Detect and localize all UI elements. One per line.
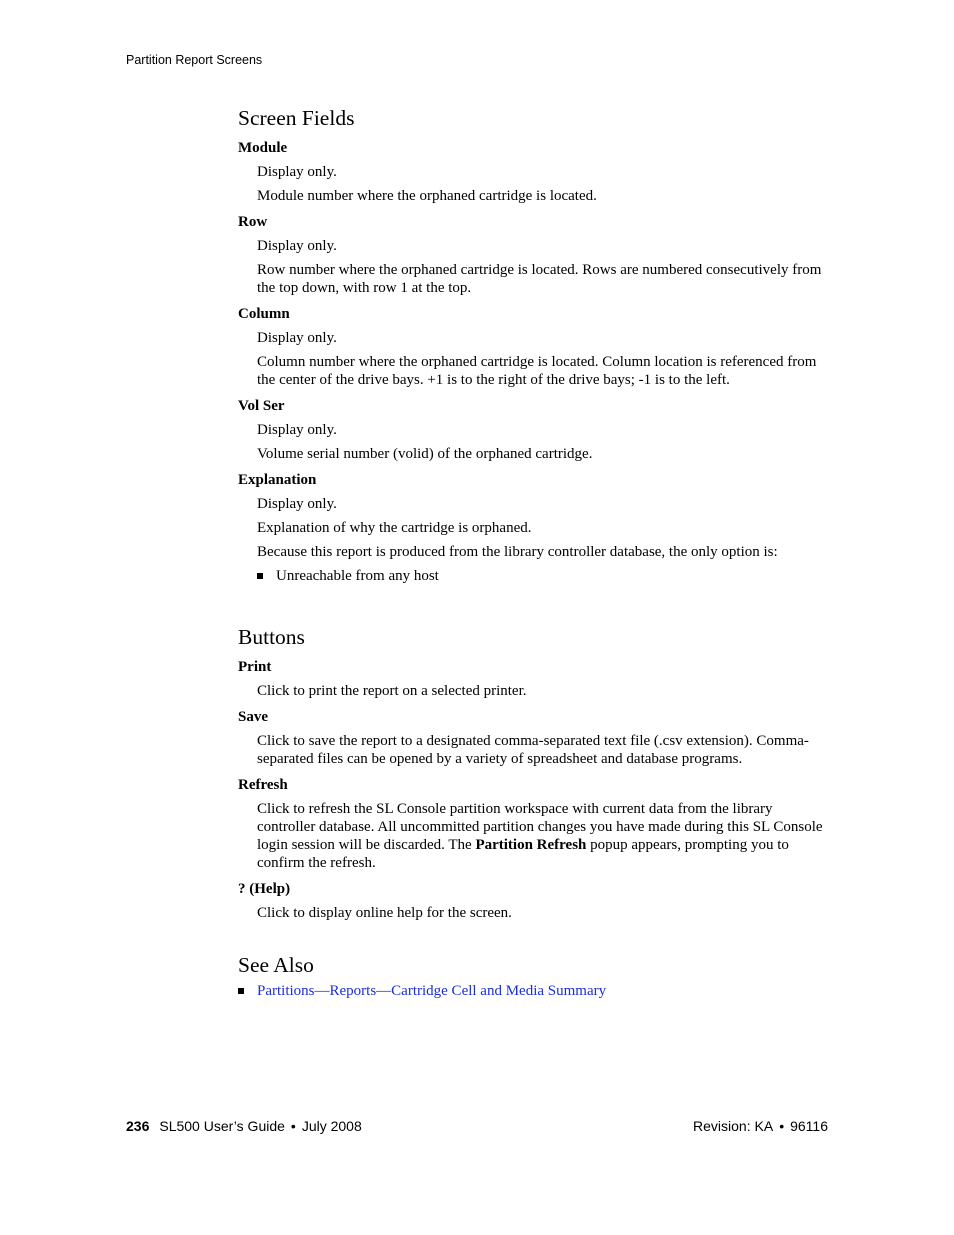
description-text: Click to refresh the SL Console partition workspace with current data from the library controller database. All uncommitted partition changes you have made during this SL Console login session will be discarded. The	[257, 801, 823, 853]
field-paragraph: Display only.	[257, 238, 337, 254]
button-name: Print	[238, 659, 272, 675]
running-header: Partition Report Screens	[126, 53, 263, 67]
field-paragraph: Row number where the orphaned cartridge is located. Rows are numbered consecutively from the top down, with row 1 at the top.	[257, 262, 822, 296]
description-bold-term: Partition Refresh	[475, 837, 587, 853]
button-help-entry	[238, 880, 828, 922]
field-paragraph: Module number where the orphaned cartridge is located.	[257, 188, 597, 204]
button-name: Save	[238, 709, 268, 725]
field-module	[238, 139, 828, 205]
doc-number: 96116	[790, 1118, 828, 1134]
section-heading-buttons: Buttons	[238, 625, 305, 649]
page-number: 236	[126, 1118, 150, 1134]
field-column	[238, 305, 828, 389]
field-name: Row	[238, 214, 268, 230]
section-heading-screen-fields: Screen Fields	[238, 106, 355, 130]
field-explanation	[238, 471, 828, 585]
field-paragraph: Display only.	[257, 330, 337, 346]
section-heading-see-also: See Also	[238, 953, 314, 977]
button-name: ? (Help)	[238, 881, 291, 897]
field-row	[238, 213, 828, 297]
page-content	[238, 105, 828, 1006]
button-description: Click to print the report on a selected printer.	[257, 683, 527, 699]
button-save-entry	[238, 708, 828, 768]
see-also-link[interactable]: Partitions—Reports—Cartridge Cell and Media Summary	[257, 983, 607, 999]
button-description: Click to save the report to a designated comma-separated text file (.csv extension). Comma-separated files can be opened by a variety of spreadsheet and database programs.	[257, 733, 809, 767]
field-name: Vol Ser	[238, 398, 285, 414]
footer-left	[126, 1118, 362, 1134]
button-description: Click to display online help for the screen.	[257, 905, 512, 921]
bullet-square-icon	[257, 573, 263, 579]
button-name: Refresh	[238, 777, 288, 793]
button-description	[257, 800, 828, 872]
bullet-square-icon	[238, 988, 244, 994]
doc-date: July 2008	[301, 1118, 362, 1134]
field-paragraph: Column number where the orphaned cartridge is located. Column location is referenced from the center of the drive bays. +1 is to the right of the drive bays; -1 is to the left.	[257, 354, 817, 388]
field-paragraph: Display only.	[257, 422, 337, 438]
button-refresh-entry	[238, 776, 828, 872]
bullet-text: Unreachable from any host	[276, 568, 439, 584]
field-paragraph: Display only.	[257, 164, 337, 180]
field-name: Explanation	[238, 472, 317, 488]
button-print-entry	[238, 658, 828, 700]
field-name: Module	[238, 140, 288, 156]
field-paragraph: Volume serial number (volid) of the orphaned cartridge.	[257, 446, 593, 462]
doc-title: SL500 User’s Guide	[159, 1118, 285, 1134]
field-name: Column	[238, 306, 290, 322]
field-vol-ser	[238, 397, 828, 463]
footer-right	[693, 1118, 828, 1134]
description-text: popup appears, prompting you to confirm the refresh.	[257, 837, 789, 871]
bullet-item	[276, 567, 828, 585]
see-also-item	[257, 982, 828, 1000]
revision: Revision: KA	[693, 1118, 774, 1134]
field-paragraph: Because this report is produced from the library controller database, the only option is:	[257, 544, 778, 560]
field-paragraph: Display only.	[257, 496, 337, 512]
footer-separator: •	[779, 1118, 785, 1134]
footer-separator: •	[290, 1118, 296, 1134]
field-paragraph: Explanation of why the cartridge is orphaned.	[257, 520, 532, 536]
